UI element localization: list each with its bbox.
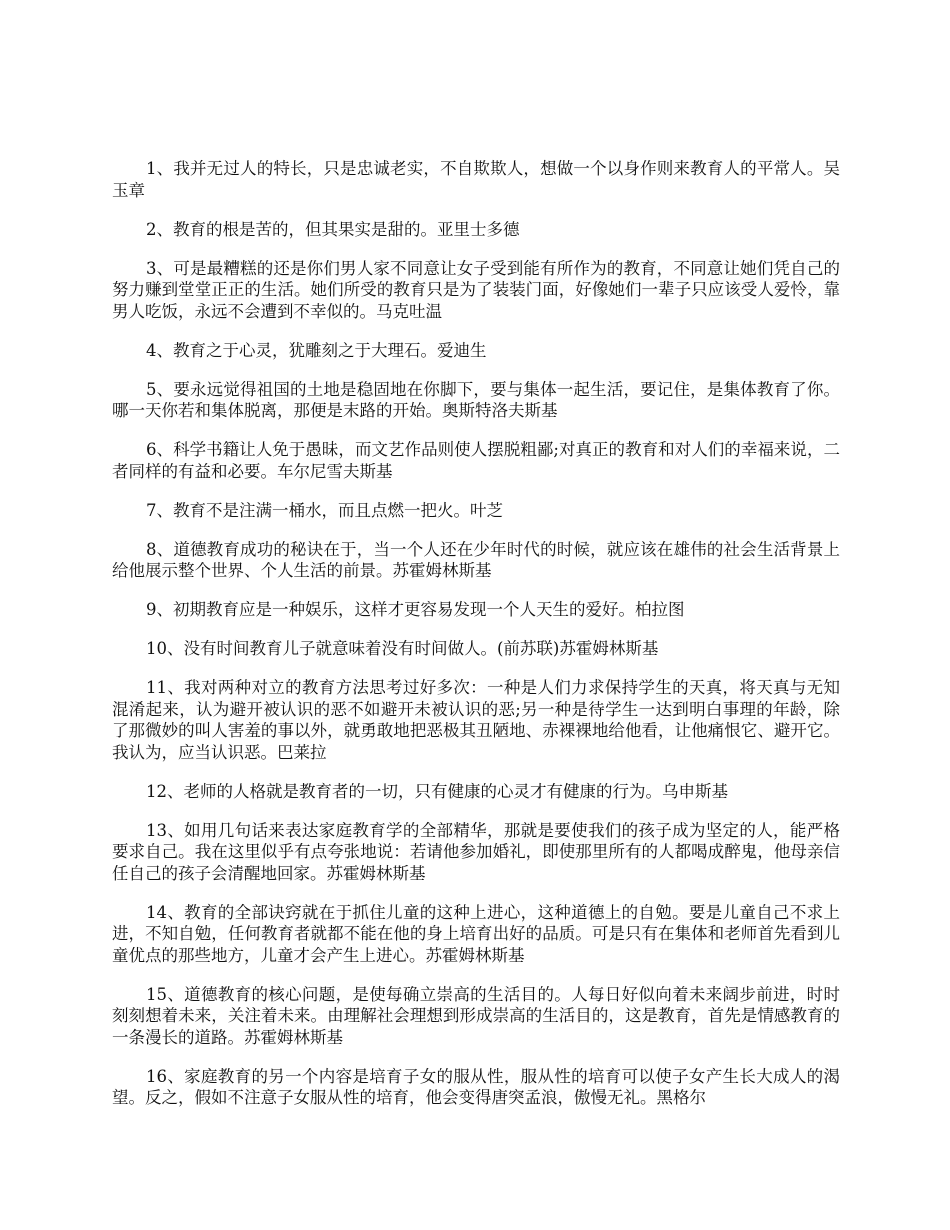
quote-paragraph: 4、教育之于心灵，犹雕刻之于大理石。爱迪生 <box>146 340 487 360</box>
quote-paragraph: 3、可是最糟糕的还是你们男人家不同意让女子受到能有所作为的教育，不同意让她们凭自己的努力赚到堂堂正正的生活。她们所受的教育只是为了装装门面，好像她们一辈子只应该受人爱怜，靠男人吃饭，永远不会遭到不幸似的。马克吐温 <box>112 258 840 321</box>
quote-paragraph: 15、道德教育的核心问题，是使每确立崇高的生活目的。人每日好似向着未来阔步前进，时时刻刻想着未来，关注着未来。由理解社会理想到形成崇高的生活目的，这是教育，首先是情感教育的一条漫长的道路。苏霍姆林斯基 <box>112 984 840 1047</box>
quote-paragraph: 16、家庭教育的另一个内容是培育子女的服从性，服从性的培育可以使子女产生长大成人的渴望。反之，假如不注意子女服从性的培育，他会变得唐突孟浪，傲慢无礼。黑格尔 <box>112 1066 840 1107</box>
quote-paragraph: 2、教育的根是苦的，但其果实是甜的。亚里士多德 <box>146 219 520 239</box>
quote-paragraph: 11、我对两种对立的教育方法思考过好多次：一种是人们力求保持学生的天真，将天真与无知混淆起来，认为避开被认识的恶不如避开未被认识的恶;另一种是待学生一达到明白事理的年龄，除了那微妙的叫人害羞的事以外，就勇敢地把恶极其丑陋地、赤裸裸地给他看，让他痛恨它、避开它。我认为，应当认识恶。巴莱拉 <box>112 678 840 762</box>
quote-paragraph: 12、老师的人格就是教育者的一切，只有健康的心灵才有健康的行为。乌申斯基 <box>146 781 728 801</box>
quote-paragraph: 9、初期教育应是一种娱乐，这样才更容易发现一个人天生的爱好。柏拉图 <box>146 600 685 619</box>
quote-paragraph: 14、教育的全部诀窍就在于抓住儿童的这种上进心，这种道德上的自勉。要是儿童自己不求上进，不知自勉，任何教育者就都不能在他的身上培育出好的品质。可是只有在集体和老师首先看到儿童优点的那些地方，儿童才会产生上进心。苏霍姆林斯基 <box>112 902 840 965</box>
quote-paragraph: 7、教育不是注满一桶水，而且点燃一把火。叶芝 <box>146 500 503 520</box>
quote-paragraph: 6、科学书籍让人免于愚昧，而文艺作品则使人摆脱粗鄙;对真正的教育和对人们的幸福来说，二者同样的有益和必要。车尔尼雪夫斯基 <box>112 440 840 481</box>
quote-paragraph: 13、如用几句话来表达家庭教育学的全部精华，那就是要使我们的孩子成为坚定的人，能严格要求自己。我在这里似乎有点夸张地说：若请他参加婚礼，即使那里所有的人都喝成醉鬼，他母亲信任自己的孩子会清醒地回家。苏霍姆林斯基 <box>112 820 840 883</box>
quote-paragraph: 8、道德教育成功的秘诀在于，当一个人还在少年时代的时候，就应该在雄伟的社会生活背景上给他展示整个世界、个人生活的前景。苏霍姆林斯基 <box>112 539 840 580</box>
document-page <box>112 158 840 1126</box>
quote-paragraph: 5、要永远觉得祖国的土地是稳固地在你脚下，要与集体一起生活，要记住，是集体教育了你。哪一天你若和集体脱离，那便是末路的开始。奥斯特洛夫斯基 <box>112 379 840 420</box>
quote-paragraph: 1、我并无过人的特长，只是忠诚老实，不自欺欺人，想做一个以身作则来教育人的平常人。吴玉章 <box>112 159 840 200</box>
quote-paragraph: 10、没有时间教育儿子就意味着没有时间做人。(前苏联)苏霍姆林斯基 <box>146 639 659 658</box>
